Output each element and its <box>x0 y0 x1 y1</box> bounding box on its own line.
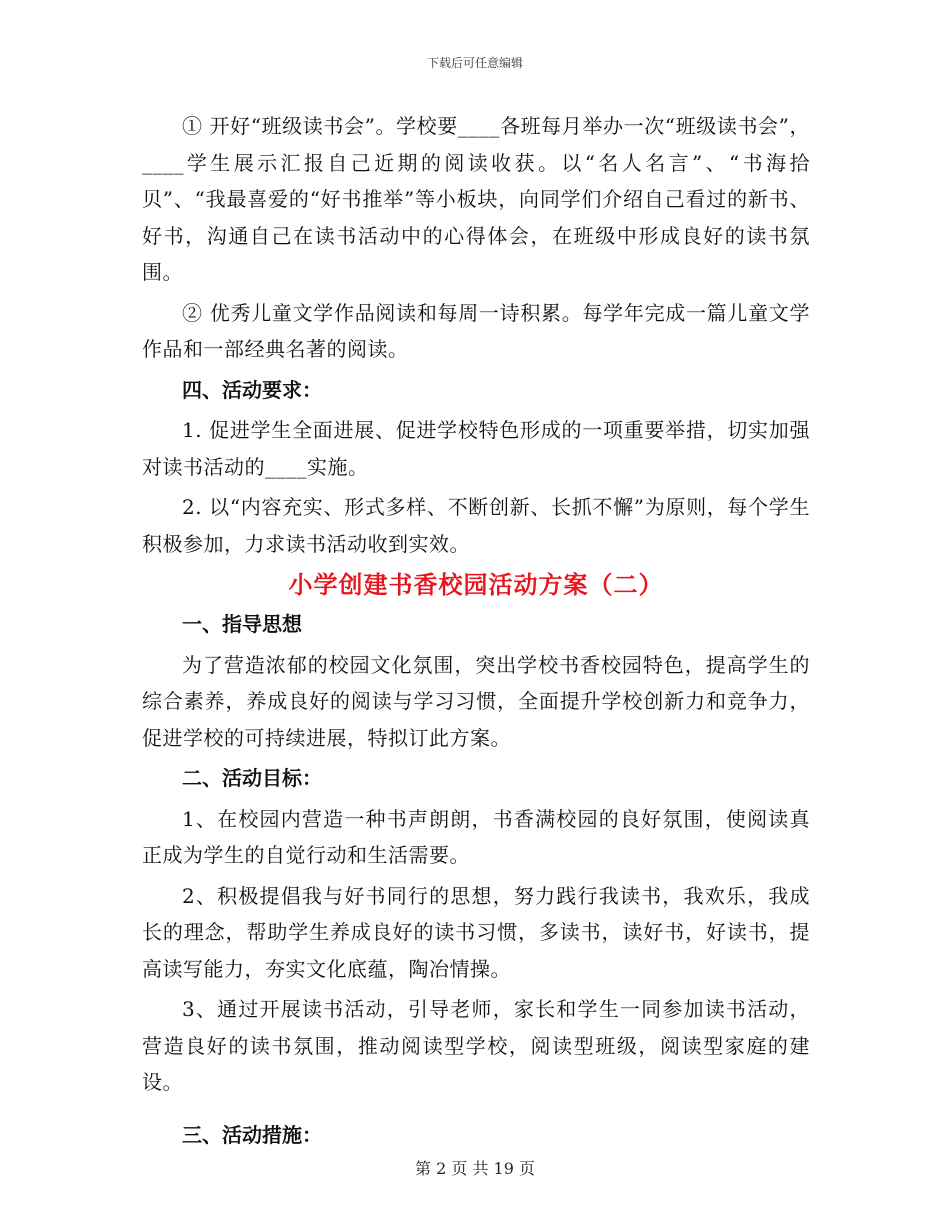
document-body <box>142 108 810 1153</box>
goal-item-3: 3、通过开展读书活动，引导老师，家长和学生一同参加读书活动，营造良好的读书氛围，推动阅读型学校，阅读型班级，阅读型家庭的建设。 <box>142 997 810 1094</box>
page-footer: 第 2 页 共 19 页 <box>415 1159 535 1178</box>
heading-guiding-ideology: 一、指导思想 <box>182 612 302 636</box>
goal-item-2: 2、积极提倡我与好书同行的思想，努力践行我读书，我欢乐，我成长的理念，帮助学生养成良好的读书习惯，多读书，读好书，好读书，提高读写能力，夯实文化底蕴，陶冶情操。 <box>142 883 810 981</box>
paragraph-reading-club: ① 开好“班级读书会”。学校要____各班每月举办一次“班级读书会”，____学生展示汇报自己近期的阅读收获。以“名人名言”、“书海拾贝”、“我最喜爱的“好书推举”等小板块，向同学们介绍自己看过的新书、好书，沟通自己在读书活动中的心得体会，在班级中形成良好的读书氛围。 <box>142 114 810 284</box>
heading-activity-goals: 二、活动目标： <box>182 766 322 790</box>
section-title: 小学创建书香校园活动方案（二） <box>288 571 664 599</box>
requirement-item-1: 1. 促进学生全面进展、促进学校特色形成的一项重要举措，切实加强对读书活动的____实施。 <box>142 418 810 479</box>
heading-activity-requirements: 四、活动要求： <box>182 377 322 402</box>
heading-activity-measures: 三、活动措施： <box>182 1122 322 1147</box>
goal-item-1: 1、在校园内营造一种书声朗朗，书香满校园的良好氛围，使阅读真正成为学生的自觉行动和生活需要。 <box>142 806 810 867</box>
page-header: 下载后可任意编辑 <box>426 56 523 70</box>
paragraph-guiding-ideology: 为了营造浓郁的校园文化氛围，突出学校书香校园特色，提高学生的综合素养，养成良好的阅读与学习习惯，全面提升学校创新力和竞争力，促进学校的可持续进展，特拟订此方案。 <box>142 652 810 750</box>
paragraph-children-literature: ② 优秀儿童文学作品阅读和每周一诗积累。每学年完成一篇儿童文学作品和一部经典名著的阅读。 <box>142 300 810 361</box>
requirement-item-2: 2. 以“内容充实、形式多样、不断创新、长抓不懈”为原则，每个学生积极参加，力求读书活动收到实效。 <box>142 495 810 556</box>
